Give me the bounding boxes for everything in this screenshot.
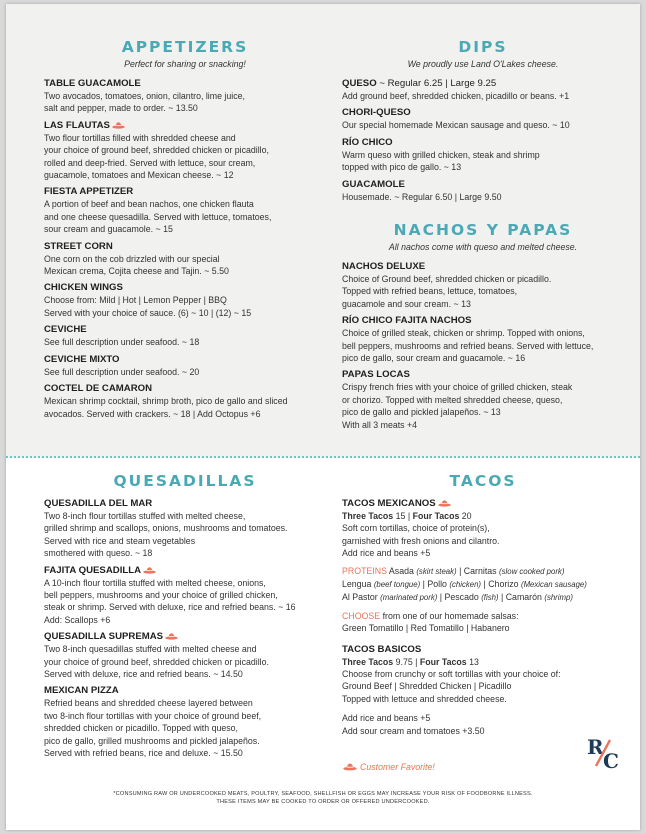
- menu-item-title: TABLE GUACAMOLE: [44, 78, 141, 89]
- menu-item-title: RÍO CHICO: [342, 136, 393, 148]
- menu-item-title: STREET CORN: [44, 240, 113, 252]
- menu-item-desc: Warm queso with grilled chicken, steak and shrimp topped with pico de gallo. ~ 13: [342, 149, 540, 173]
- menu-item-desc: Crispy french fries with your choice of grilled chicken, steak or chorizo. Topped with melted shredded cheese, queso, pico de gallo and pickled jalapeños. ~ 13 With all 3 meats +4: [342, 382, 573, 430]
- menu-item-title: TACOS MEXICANOS: [342, 498, 624, 510]
- proteins-line-3: Al Pastor (marinated pork) | Pescado (fish) | Camarón (shrimp): [342, 592, 573, 603]
- svg-text:R: R: [587, 735, 604, 759]
- menu-item-price-line: Three Tacos 9.75 | Four Tacos 13: [342, 656, 479, 667]
- menu-item-title: CEVICHE MIXTO: [44, 353, 120, 365]
- menu-item-title: TACOS BASICOS: [342, 643, 422, 655]
- menu-item-desc: A 10-inch flour tortilla stuffed with melted cheese, onions, bell peppers, mushrooms and your choice of grilled chicken, steak or shrimp. Served with deluxe, rice and refried beans. ~ 16 Add: Scallops +6: [44, 577, 296, 625]
- menu-item-title: QUESADILLA SUPREMAS: [44, 631, 326, 643]
- tacos-heading: TACOS: [449, 472, 517, 490]
- sombrero-icon: [112, 121, 125, 129]
- choose-salsa-line: CHOOSE from one of our homemade salsas:: [342, 610, 519, 621]
- menu-item-desc: Two flour tortillas filled with shredded cheese and your choice of ground beef, shredded chicken or picadillo, rolled and deep-fried. Served with lettuce, sour cream, guacamole, tomatoes and Mexican cheese. ~ 12: [44, 132, 269, 181]
- menu-item-title: CHORI-QUESO: [342, 107, 411, 119]
- menu-item-desc: A portion of beef and bean nachos, one chicken flauta and one cheese quesadilla. Served with lettuce, tomatoes, sour cream and guacamole. ~ 15: [44, 199, 272, 235]
- menu-item-desc: One corn on the cob drizzled with our special Mexican crema, Cojita cheese and Tajin. ~ 5.50: [44, 253, 229, 277]
- dips-subtitle: We proudly use Land O'Lakes cheese.: [407, 59, 559, 69]
- menu-item-desc: See full description under seafood. ~ 20: [44, 366, 200, 377]
- restaurant-logo: [584, 732, 624, 772]
- menu-item-desc: Soft corn tortillas, choice of protein(s), garnished with fresh onions and cilantro. Add rice and beans +5: [342, 523, 500, 559]
- menu-item-title: LAS FLAUTAS: [44, 120, 326, 132]
- svg-text:C: C: [603, 749, 619, 772]
- sombrero-icon: [165, 632, 178, 640]
- menu-item-desc: Add ground beef, shredded chicken, picadillo or beans. +1: [342, 91, 570, 101]
- appetizers-section: [44, 38, 326, 425]
- menu-item-desc: Our special homemade Mexican sausage and queso. ~ 10: [342, 120, 570, 131]
- proteins-line-1: PROTEINS Asada (skirt steak) | Carnitas (slow cooked pork): [342, 565, 565, 576]
- menu-item-desc: Two avocados, tomatoes, onion, cilantro, lime juice, salt and pepper, made to order. ~ 13.50: [44, 91, 245, 114]
- menu-item-desc: Housemade. ~ Regular 6.50 | Large 9.50: [342, 191, 502, 202]
- menu-item-title: FAJITA QUESADILLA: [44, 565, 326, 577]
- menu-item-title: CHICKEN WINGS: [44, 282, 123, 294]
- menu-item-desc: Mexican shrimp cocktail, shrimp broth, pico de gallo and sliced avocados. Served with crackers. ~ 18 | Add Octopus +6: [44, 396, 288, 419]
- section-divider: [6, 456, 640, 458]
- menu-page: [6, 4, 640, 830]
- menu-item-title: NACHOS DELUXE: [342, 261, 426, 272]
- tacos-section: [342, 472, 624, 742]
- menu-item-title: QUESO ~ Regular 6.25 | Large 9.25: [342, 78, 497, 89]
- menu-item-desc: See full description under seafood. ~ 18: [44, 337, 200, 348]
- menu-item-title: RÍO CHICO FAJITA NACHOS: [342, 315, 472, 327]
- sombrero-icon: [143, 566, 156, 574]
- menu-item-desc: Choose from crunchy or soft tortillas with your choice of: Ground Beef | Shredded Chicken | Picadillo Topped with lettuce and shredded cheese.: [342, 669, 561, 704]
- menu-item-price-line: Three Tacos 15 | Four Tacos 20: [342, 511, 472, 521]
- appetizers-heading: APPETIZERS: [121, 38, 249, 56]
- salsa-options: Green Tomatillo | Red Tomatillo | Habanero: [342, 623, 510, 634]
- menu-item-desc: Refried beans and shredded cheese layered between two 8-inch flour tortillas with your choice of ground beef, shredded chicken or picadillo. Topped with queso, pico de gallo, grilled mushrooms and pickled jalapeños. Served with refried beans, rice and deluxe. ~ 15.50: [44, 698, 262, 759]
- menu-item-desc: Two 8-inch quesadillas stuffed with melted cheese and your choice of ground beef, shredded chicken or picadillo. Served with deluxe, rice and refried beans. ~ 14.50: [44, 644, 269, 680]
- nachos-heading: NACHOS Y PAPAS: [393, 221, 573, 239]
- dips-section: [342, 38, 624, 208]
- quesadillas-heading: QUESADILLAS: [113, 472, 257, 490]
- menu-item-title: QUESADILLA DEL MAR: [44, 498, 153, 509]
- appetizers-subtitle: Perfect for sharing or snacking!: [124, 59, 246, 69]
- nachos-section: [342, 221, 624, 436]
- quesadillas-section: [44, 472, 326, 765]
- menu-item-desc: Choose from: Mild | Hot | Lemon Pepper | BBQ Served with your choice of sauce. (6) ~ 10 | (12) ~ 15: [44, 295, 252, 318]
- menu-item-extras: Add rice and beans +5 Add sour cream and tomatoes +3.50: [342, 713, 485, 736]
- food-safety-disclaimer: *CONSUMING RAW OR UNDERCOOKED MEATS, POULTRY, SEAFOOD, SHELLFISH OR EGGS MAY INCREASE YOUR RISK OF FOODBORNE ILLNESS. THESE ITEMS MAY BE COOKED TO ORDER OR OFFERED UNDERCOOKED.: [113, 791, 533, 805]
- menu-item-title: PAPAS LOCAS: [342, 369, 410, 381]
- dips-heading: DIPS: [458, 38, 508, 56]
- menu-item-desc: Choice of Ground beef, shredded chicken or picadillo. Topped with refried beans, lettuce, tomatoes, guacamole and sour cream. ~ 13: [342, 274, 552, 309]
- menu-item-title: MEXICAN PIZZA: [44, 685, 119, 697]
- menu-item-title: GUACAMOLE: [342, 178, 405, 190]
- menu-item-desc: Choice of grilled steak, chicken or shrimp. Topped with onions, bell peppers, mushrooms and refried beans. Served with lettuce, pico de gallo, sour cream and guacamole. ~ 16: [342, 328, 594, 364]
- sombrero-icon: [438, 499, 451, 507]
- menu-item-desc: Two 8-inch flour tortillas stuffed with melted cheese, grilled shrimp and scallops, onions, mushrooms and tomatoes. Served with rice and steam vegetables smothered with queso. ~ 18: [44, 511, 288, 559]
- sombrero-icon: [343, 762, 357, 771]
- customer-favorite-legend: Customer Favorite!: [343, 762, 435, 772]
- menu-item-title: CEVICHE: [44, 324, 87, 336]
- menu-item-title: FIESTA APPETIZER: [44, 186, 134, 198]
- menu-item-title: COCTEL DE CAMARON: [44, 383, 153, 395]
- nachos-subtitle: All nachos come with queso and melted cheese.: [388, 242, 578, 252]
- proteins-line-2: Lengua (beef tongue) | Pollo (chicken) | Chorizo (Mexican sausage): [342, 579, 587, 590]
